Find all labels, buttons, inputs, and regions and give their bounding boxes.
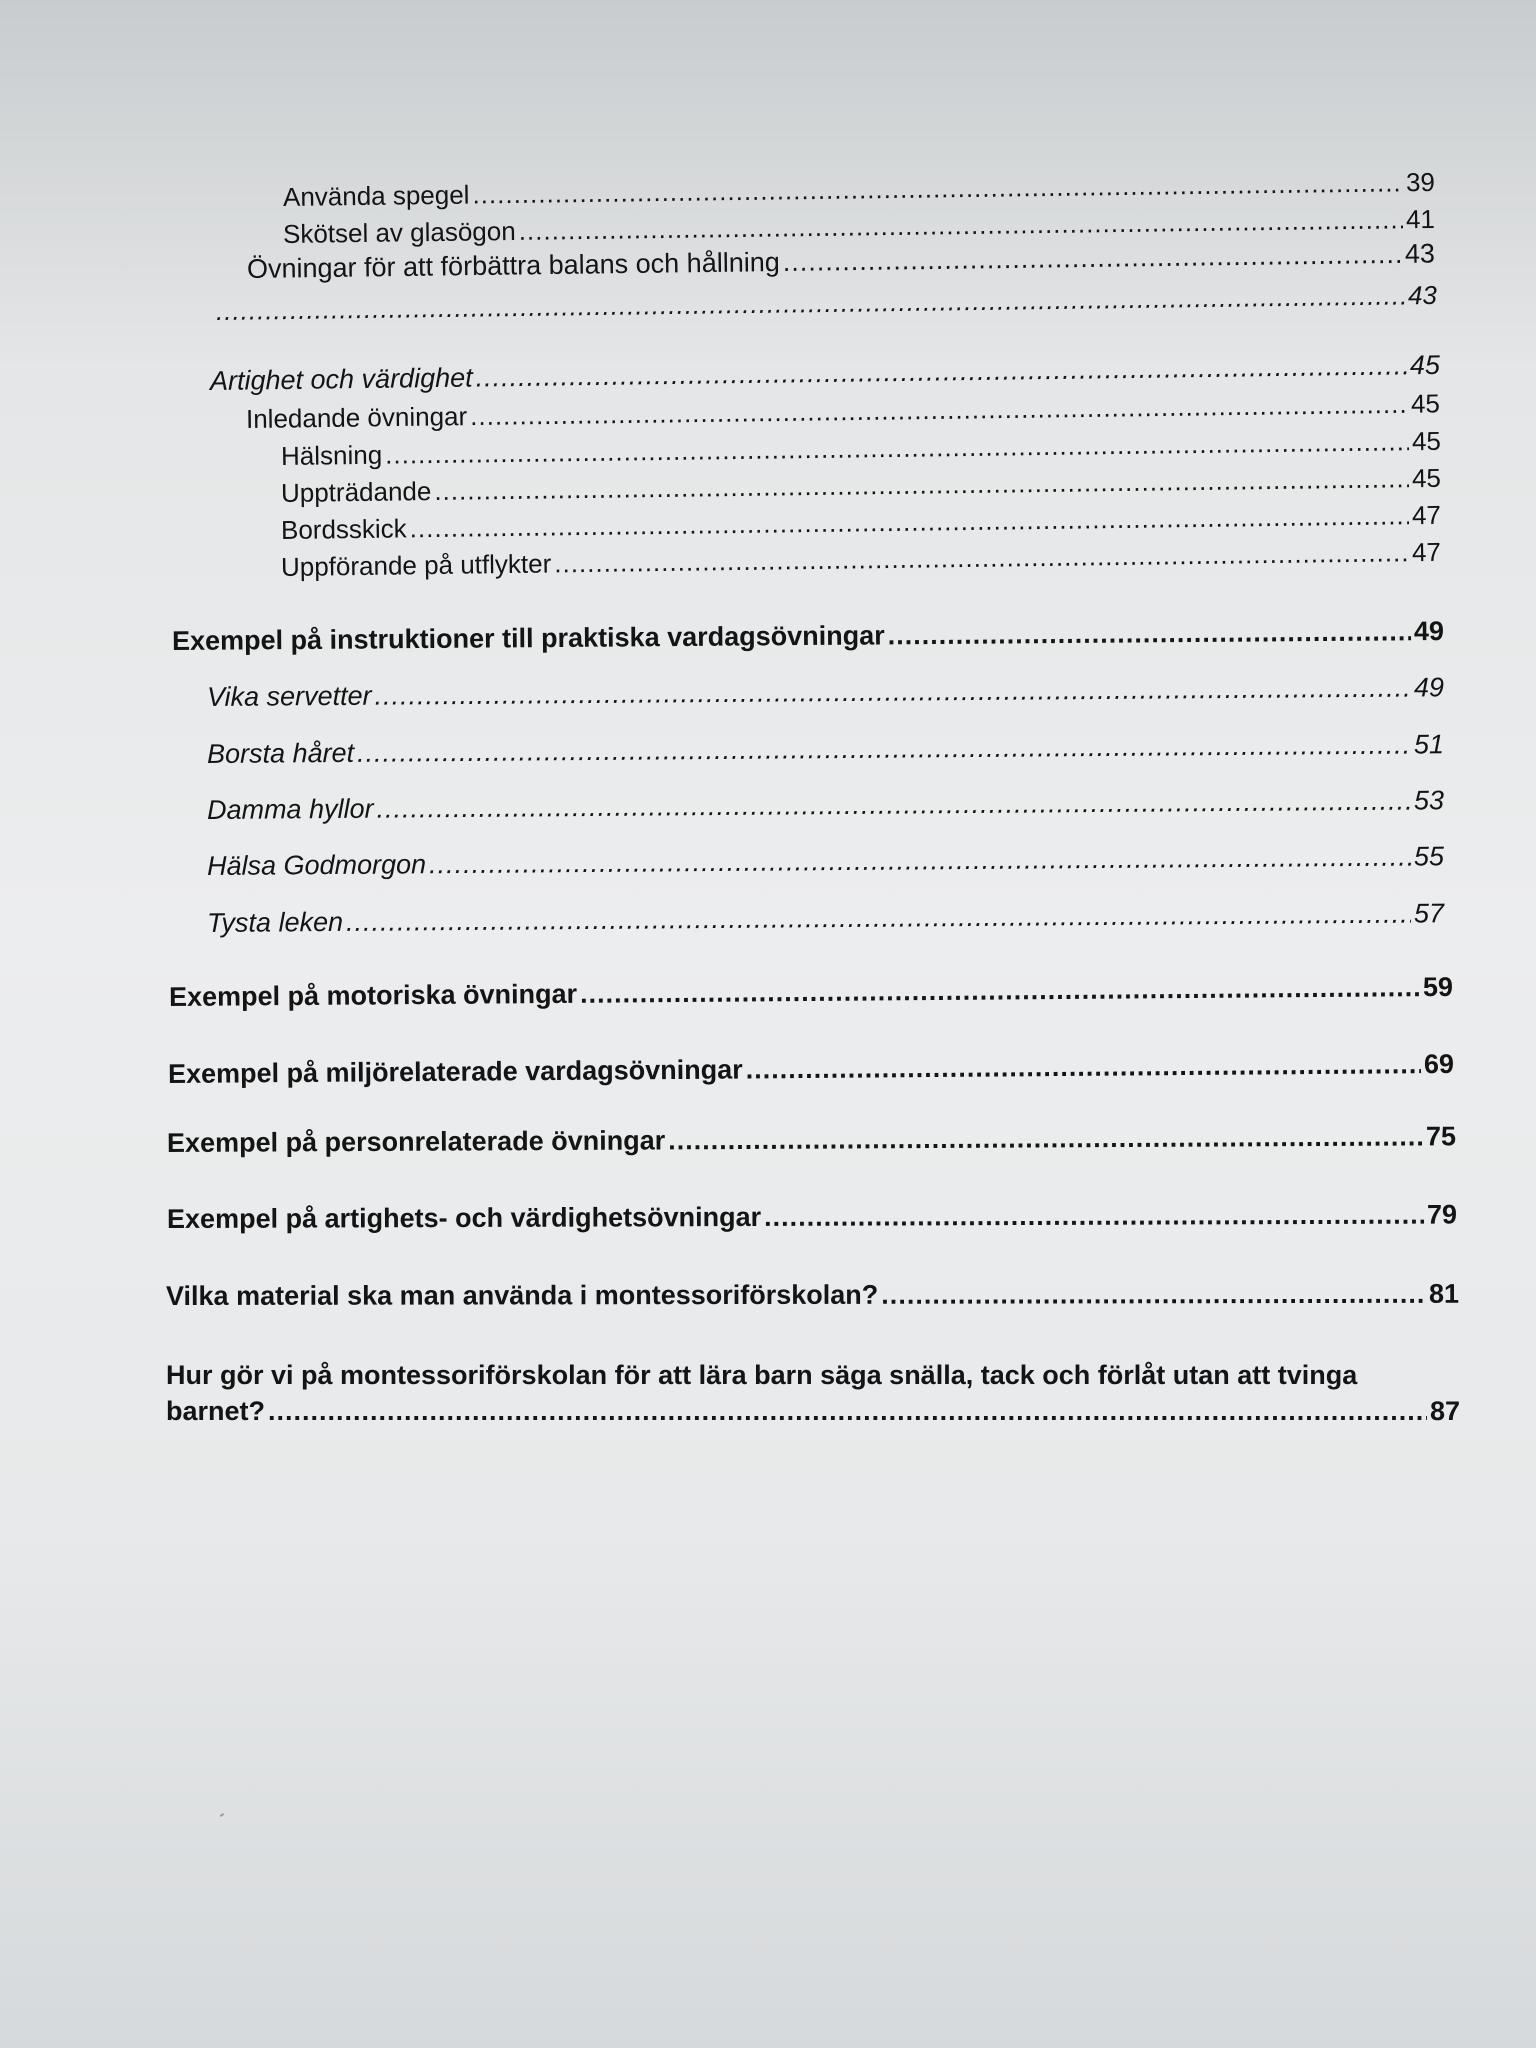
- toc-leader-dots: [881, 1281, 1426, 1309]
- toc-leader-dots: [385, 428, 1409, 467]
- toc-entry: [282, 203, 1436, 249]
- toc-entry-title: Exempel på personrelaterade övningar: [166, 1125, 666, 1158]
- toc-entry-title: Bordsskick: [280, 513, 407, 545]
- toc-page-number: 47: [1411, 536, 1442, 568]
- toc-entry-title: Exempel på miljörelaterade vardagsövningar: [167, 1054, 743, 1089]
- toc-chapter-entry: [167, 1048, 1455, 1089]
- toc-leader-dots: [376, 788, 1411, 823]
- toc-page-number: 87: [1429, 1396, 1460, 1426]
- toc-entry-title: Uppförande på utflykter: [280, 548, 552, 582]
- toc-leader-dots: [357, 732, 1411, 767]
- toc-leader-dots: [475, 352, 1407, 391]
- toc-page-number: 45: [1409, 349, 1441, 381]
- toc-leader-dots: [216, 282, 1405, 324]
- toc-entry: [280, 425, 1442, 471]
- toc-chapter-entry: [167, 1123, 1456, 1157]
- toc-entry: [209, 349, 1441, 396]
- toc-chapter-entry: [167, 1201, 1457, 1233]
- toc-leader-dots: [268, 1398, 1427, 1425]
- toc-entry-title: Uppträdande: [280, 476, 432, 508]
- toc-leader-dots: [434, 465, 1409, 504]
- toc-leader-dots: [470, 391, 1408, 429]
- toc-leader-dots: [472, 169, 1403, 207]
- toc-page-number: 55: [1413, 841, 1445, 872]
- toc-entry-title: Exempel på motoriska övningar: [168, 978, 578, 1012]
- toc-page-number: 41: [1405, 203, 1436, 235]
- toc-entry: [213, 279, 1438, 324]
- toc-entry-title: Skötsel av glasögon: [282, 215, 516, 249]
- toc-page-number: 57: [1413, 898, 1445, 929]
- toc-leader-dots: [888, 618, 1411, 649]
- toc-page-number: 59: [1422, 971, 1454, 1003]
- toc-entry-title: Exempel på artighets- och värdighetsövningar: [166, 1201, 762, 1234]
- toc-leader-dots: [580, 974, 1420, 1008]
- toc-entry: [280, 462, 1442, 508]
- toc-entry: [207, 674, 1444, 711]
- toc-leader-dots: [429, 844, 1411, 879]
- toc-page-number: 43: [1404, 238, 1436, 269]
- toc-chapter-entry: [166, 1398, 1460, 1425]
- toc-page-number: 75: [1425, 1121, 1457, 1152]
- toc-entry-title: barnet?: [166, 1396, 266, 1426]
- toc-leader-dots: [519, 206, 1404, 244]
- toc-page-number: 69: [1423, 1048, 1455, 1080]
- toc-entry-title: Vilka material ska man använda i montessoriförskolan?: [165, 1279, 879, 1311]
- toc-entry: [280, 499, 1442, 545]
- toc-entry-title: Inledande övningar: [245, 401, 468, 434]
- toc-leader-dots: [554, 539, 1409, 576]
- toc-leader-dots: [374, 675, 1411, 710]
- toc-chapter-entry: [165, 1278, 1460, 1311]
- toc-page-number: 53: [1413, 785, 1445, 816]
- toc-page-number: 51: [1413, 729, 1445, 760]
- toc-page-number: 45: [1410, 388, 1441, 419]
- toc-entry: [280, 536, 1442, 582]
- toc-chapter-entry: [172, 618, 1444, 655]
- toc-leader-dots: [346, 901, 1411, 936]
- toc-entry: [207, 787, 1444, 824]
- toc-entry: [246, 390, 1440, 432]
- toc-leader-dots: [746, 1051, 1421, 1083]
- toc-leader-dots: [764, 1202, 1424, 1231]
- toc-leader-dots: [783, 241, 1402, 276]
- paper-speck: [220, 1813, 224, 1817]
- toc-page-number: 81: [1428, 1278, 1460, 1309]
- toc-entry-title: Damma hyllor: [206, 793, 374, 825]
- toc-entry: [207, 731, 1444, 768]
- toc-page-number: 45: [1411, 462, 1442, 494]
- toc-entry-title: Hälsa Godmorgon: [206, 849, 427, 881]
- toc-chapter-entry: [168, 971, 1454, 1012]
- toc-entry: [282, 166, 1436, 212]
- toc-page-number: 49: [1413, 672, 1445, 703]
- toc-entry-title: Exempel på instruktioner till praktiska vardagsövningar: [171, 620, 885, 656]
- toc-page-number: 49: [1413, 616, 1445, 647]
- toc-entry-title: Tysta leken: [206, 906, 344, 938]
- toc-entry-title: Vika servetter: [206, 680, 372, 712]
- toc-entry: [207, 900, 1444, 937]
- toc-leader-dots: [410, 502, 1410, 541]
- toc-entry: [207, 843, 1444, 880]
- toc-page-number: 43: [1407, 279, 1438, 311]
- toc-page-number: 79: [1426, 1199, 1458, 1230]
- toc-entry-title: Artighet och värdighet: [209, 362, 473, 396]
- toc-leader-dots: [668, 1123, 1423, 1154]
- toc-page-number: 45: [1411, 425, 1442, 457]
- toc-page-number: 39: [1405, 166, 1436, 198]
- toc-chapter-entry-first-line: Hur gör vi på montessoriförskolan för att lära barn säga snälla, tack och förlåt utan att tvinga: [166, 1360, 1358, 1390]
- toc-entry-title: Borsta håret: [206, 737, 355, 769]
- toc-entry-title: Övningar för att förbättra balans och hållning: [246, 247, 780, 284]
- toc-entry-title: Hälsning: [280, 439, 383, 471]
- toc-page-number: 47: [1411, 499, 1442, 531]
- toc-entry-title: Använda spegel: [282, 179, 470, 212]
